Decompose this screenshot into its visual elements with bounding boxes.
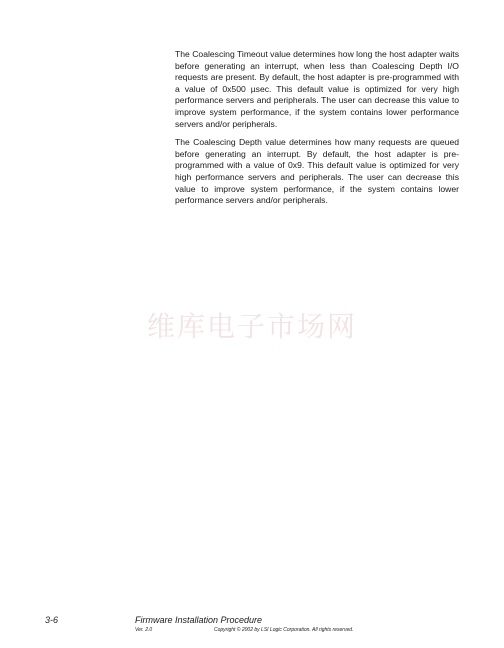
watermark: 维库电子市场网 [146, 310, 357, 343]
page-number: 3-6 [45, 615, 59, 625]
paragraph-coalescing-timeout: The Coalescing Timeout value determines how long the host adapter waits before generating an interrupt, when less than Coalescing Depth I/O requests are present. By default, the host adapter is pre-programmed with a value of 0x500 µsec. This default value is optimized for very high performance servers and peripherals. The user can decrease this value to improve system performance, if the system contains lower performance servers and/or peripherals. [175, 49, 459, 129]
footer-title: Firmware Installation Procedure [135, 615, 263, 625]
footer-copyright: Copyright © 2002 by LSI Logic Corporation. All rights reserved. [214, 627, 354, 633]
page-footer [0, 607, 504, 637]
body-text [175, 49, 459, 214]
footer-version: Ver. 2.0 [135, 627, 153, 633]
paragraph-coalescing-depth: The Coalescing Depth value determines how many requests are queued before generating an interrupt. By default, the host adapter is pre-programmed with a value of 0x9. This default value is optimized for very high performance servers and peripherals. The user can decrease this value to improve system performance, if the system contains lower performance servers and/or peripherals. [175, 137, 459, 206]
